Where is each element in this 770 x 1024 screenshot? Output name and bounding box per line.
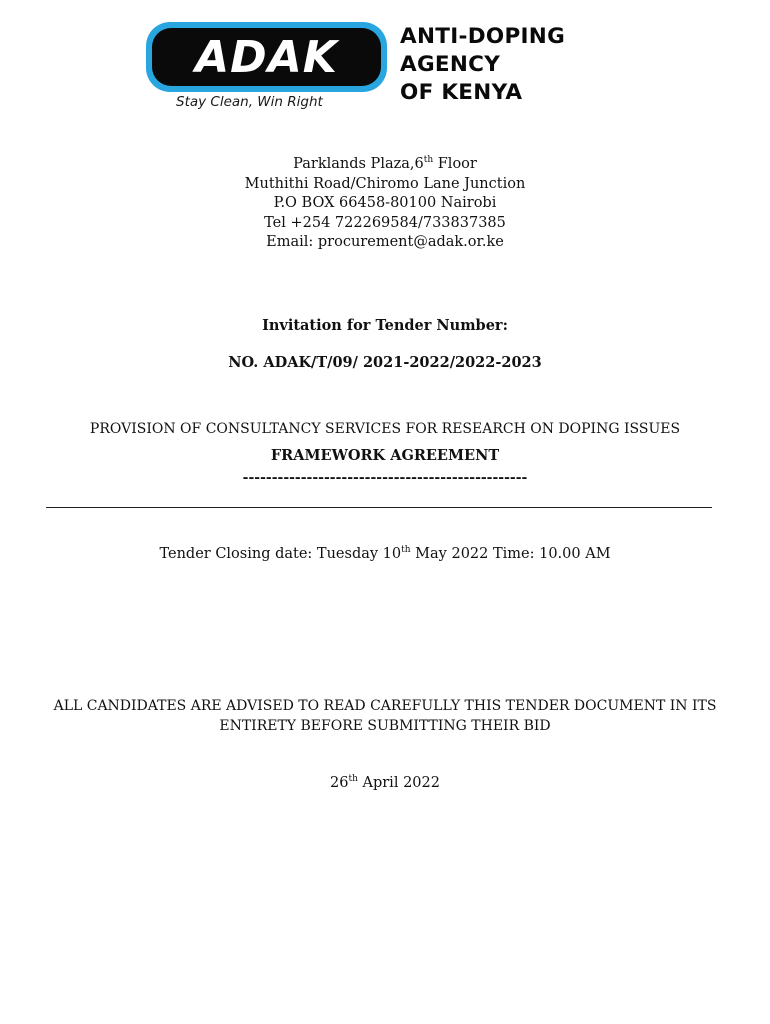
address-block: [0, 155, 770, 253]
address-line-4: Tel +254 722269584/733837385: [264, 214, 506, 231]
logo-org-name: [400, 23, 565, 107]
dashed-separator: -------------------------------------------------: [242, 470, 528, 486]
logo-slogan: Stay Clean, Win Right: [176, 94, 323, 110]
adak-logo: [146, 22, 616, 114]
logo-org-name-line-2: AGENCY: [400, 52, 501, 77]
logo-badge-text: ADAK: [195, 31, 338, 83]
advice-line-1: ALL CANDIDATES ARE ADVISED TO READ CAREFULLY THIS TENDER DOCUMENT IN ITS: [53, 698, 717, 714]
address-line-5: Email: procurement@adak.or.ke: [266, 234, 504, 250]
tender-number: NO. ADAK/T/09/ 2021-2022/2022-2023: [228, 354, 542, 371]
advice-line-2: ENTIRETY BEFORE SUBMITTING THEIR BID: [219, 717, 551, 734]
address-line-3: P.O BOX 66458-80100 Nairobi: [273, 195, 497, 211]
document-date: 26th April 2022: [330, 774, 440, 791]
candidate-advice: [0, 697, 770, 736]
address-line-1: Parklands Plaza,6th Floor: [293, 155, 477, 172]
invitation-label: Invitation for Tender Number:: [262, 317, 508, 334]
logo-badge: [146, 22, 387, 92]
logo-org-name-line-1: ANTI-DOPING: [400, 24, 566, 49]
tender-title: PROVISION OF CONSULTANCY SERVICES FOR RESEARCH ON DOPING ISSUES: [89, 421, 681, 437]
logo-org-name-line-3: OF KENYA: [400, 80, 523, 105]
logo-badge-inner: [152, 28, 381, 86]
address-line-2: Muthithi Road/Chiromo Lane Junction: [244, 175, 526, 192]
tender-subtitle: FRAMEWORK AGREEMENT: [270, 447, 500, 464]
horizontal-rule: [46, 507, 712, 508]
closing-date: Tender Closing date: Tuesday 10th May 2022 Time: 10.00 AM: [159, 545, 611, 562]
